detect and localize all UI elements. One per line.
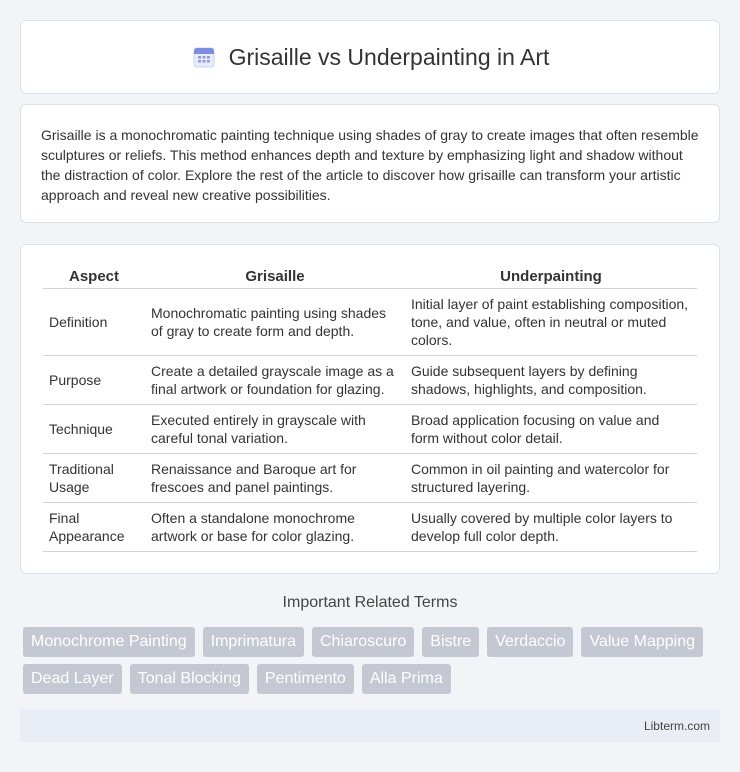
grisaille-cell: Executed entirely in grayscale with careful tonal variation.	[145, 405, 405, 454]
underpainting-cell: Guide subsequent layers by defining shadows, highlights, and composition.	[405, 356, 697, 405]
table-row	[43, 356, 697, 405]
intro-card	[20, 104, 720, 223]
related-term-tag[interactable]: Monochrome Painting	[23, 627, 195, 657]
related-terms-title: Important Related Terms	[282, 594, 458, 611]
related-term-tag[interactable]: Bistre	[422, 627, 479, 657]
column-header: Underpainting	[405, 263, 697, 289]
comparison-table	[43, 263, 697, 552]
column-header: Grisaille	[145, 263, 405, 289]
table-row	[43, 405, 697, 454]
grisaille-cell: Create a detailed grayscale image as a final artwork or foundation for glazing.	[145, 356, 405, 405]
page-title: Grisaille vs Underpainting in Art	[228, 43, 550, 70]
related-term-tag[interactable]: Chiaroscuro	[312, 627, 414, 657]
underpainting-cell: Initial layer of paint establishing composition, tone, and value, often in neutral or muted colors.	[405, 289, 697, 356]
table-row	[43, 454, 697, 503]
related-term-tag[interactable]: Value Mapping	[581, 627, 703, 657]
comparison-card	[20, 244, 720, 574]
related-term-tag[interactable]: Pentimento	[257, 664, 354, 694]
related-term-tag[interactable]: Alla Prima	[362, 664, 451, 694]
footer	[20, 709, 720, 742]
grisaille-cell: Renaissance and Baroque art for frescoes and panel paintings.	[145, 454, 405, 503]
header-card	[20, 20, 720, 94]
aspect-cell: Final Appearance	[43, 503, 145, 552]
related-term-tag[interactable]: Imprimatura	[203, 627, 304, 657]
calendar-icon	[191, 44, 217, 70]
table-row	[43, 503, 697, 552]
column-header: Aspect	[43, 263, 145, 289]
underpainting-cell: Common in oil painting and watercolor for structured layering.	[405, 454, 697, 503]
aspect-cell: Technique	[43, 405, 145, 454]
aspect-cell: Purpose	[43, 356, 145, 405]
underpainting-cell: Usually covered by multiple color layers to develop full color depth.	[405, 503, 697, 552]
grisaille-cell: Often a standalone monochrome artwork or base for color glazing.	[145, 503, 405, 552]
related-term-tag[interactable]: Tonal Blocking	[130, 664, 249, 694]
related-terms-list	[23, 627, 723, 694]
intro-text: Grisaille is a monochromatic painting technique using shades of gray to create images that often resemble sculptures or reliefs. This method enhances depth and texture by emphasizing light and shadow without the distraction of color. Explore the rest of the article to discover how grisaille can transform your artistic approach and reveal new creative possibilities.	[41, 127, 699, 203]
table-row	[43, 289, 697, 356]
related-term-tag[interactable]: Dead Layer	[23, 664, 122, 694]
grisaille-cell: Monochromatic painting using shades of gray to create form and depth.	[145, 289, 405, 356]
table-header-row	[43, 263, 697, 289]
aspect-cell: Definition	[43, 289, 145, 356]
related-term-tag[interactable]: Verdaccio	[487, 627, 573, 657]
footer-link[interactable]: Libterm.com	[643, 718, 710, 733]
underpainting-cell: Broad application focusing on value and form without color detail.	[405, 405, 697, 454]
aspect-cell: Traditional Usage	[43, 454, 145, 503]
